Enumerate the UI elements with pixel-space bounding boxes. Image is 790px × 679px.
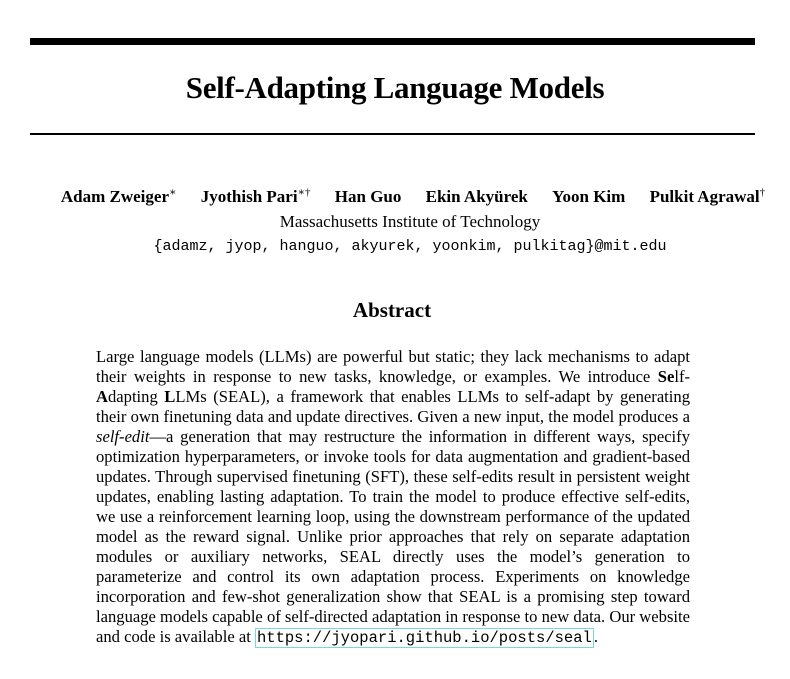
author: Adam Zweiger∗: [60, 186, 177, 206]
author: Jyothish Pari∗†: [200, 186, 311, 206]
author-emails: {adamz, jyop, hanguo, akyurek, yoonkim, pulkitag}@mit.edu: [153, 238, 667, 255]
author: Pulkit Agrawal†: [649, 186, 766, 206]
author: Ekin Akyürek: [425, 186, 528, 206]
website-link[interactable]: https://jyopari.github.io/posts/seal: [256, 629, 592, 647]
author-list: [0, 185, 790, 207]
abstract-body: Large language models (LLMs) are powerful but static; they lack mechanisms to adapt their weights in response to new tasks, knowledge, or examples. We introduce Self-Adapting LLMs (SEAL), a framework that enables LLMs to self-adapt by generating their own finetuning data and update directives. Given a new input, the model produces a self-edit—a generation that may restructure the information in different ways, specify optimization hyperparameters, or invoke tools for data augmentation and gradient-based updates. Through supervised finetuning (SFT), these self-edits result in persistent weight updates, enabling lasting adaptation. To train the model to produce effective self-edits, we use a reinforcement learning loop, using the downstream performance of the updated model as the reward signal. Unlike prior approaches that rely on separate adaptation modules or auxiliary networks, SEAL directly uses the model’s generation to parameterize and control its own adaptation process. Experiments on knowledge incorporation and few-shot generalization show that SEAL is a promising step toward language models capable of self-directed adaptation in response to new data. Our website and code is available at https://jyopari.github.io/posts/seal .: [96, 347, 691, 647]
abstract-heading: Abstract: [352, 298, 432, 322]
paper-title: Self-Adapting Language Models: [185, 70, 605, 105]
top-rule: [30, 38, 755, 45]
affiliation: Massachusetts Institute of Technology: [279, 212, 541, 231]
author: Han Guo: [334, 186, 402, 206]
title-rule: [30, 133, 755, 135]
author: Yoon Kim: [552, 186, 626, 206]
